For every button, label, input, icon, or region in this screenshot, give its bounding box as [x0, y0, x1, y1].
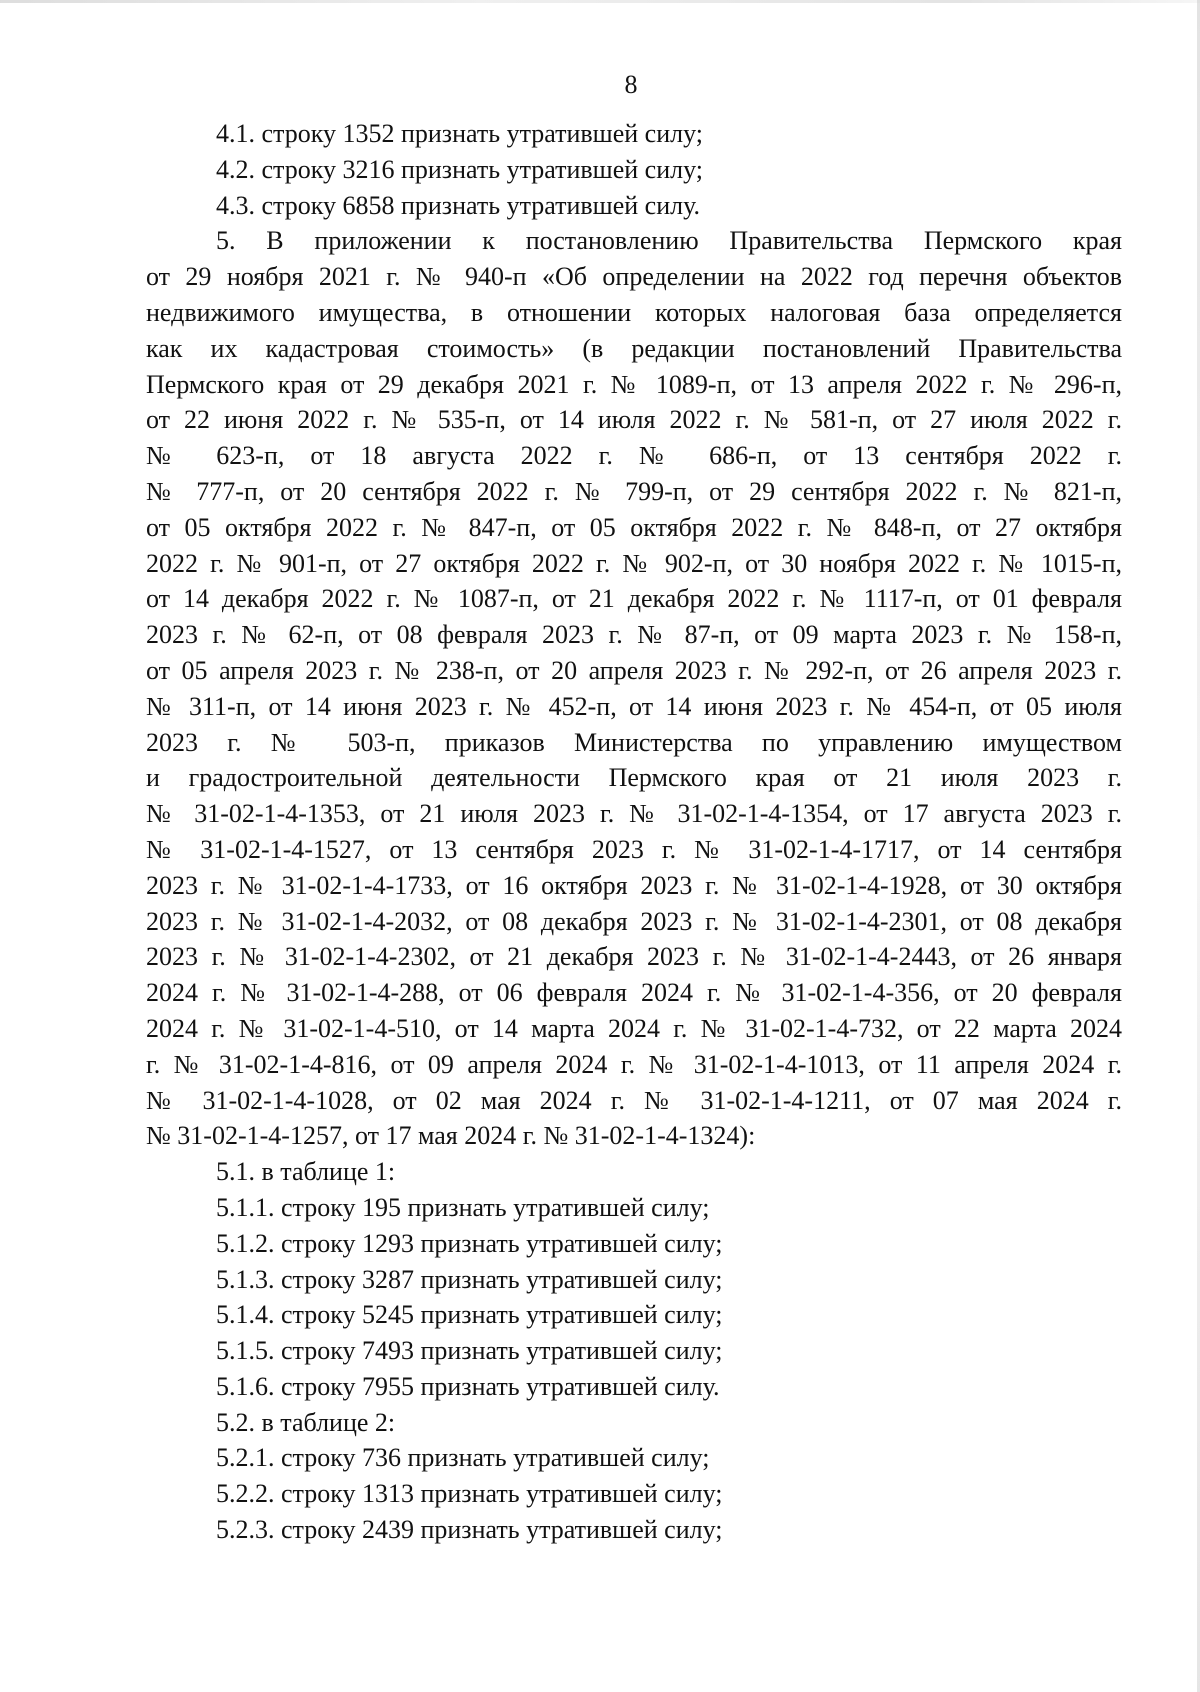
paragraph-line: № 311-п, от 14 июня 2023 г. № 452-п, от 14 июня 2023 г. № 454-п, от 05 июля [146, 691, 1122, 721]
paragraph-line: от 05 апреля 2023 г. № 238-п, от 20 апреля 2023 г. № 292-п, от 26 апреля 2023 г. [146, 655, 1122, 685]
paragraph-line: № 623-п, от 18 августа 2022 г. № 686-п, от 13 сентября 2022 г. [146, 441, 1122, 471]
paragraph-line: 2023 г. № 503-п, приказов Министерства по управлению имуществом [146, 727, 1122, 757]
list-item: 4.3. строку 6858 признать утратившей силу. [216, 190, 700, 220]
paragraph-line: от 14 декабря 2022 г. № 1087-п, от 21 декабря 2022 г. № 1117-п, от 01 февраля [146, 584, 1122, 614]
paragraph-line: Пермского края от 29 декабря 2021 г. № 1089-п, от 13 апреля 2022 г. № 296-п, [146, 369, 1122, 399]
list-item: 5.1.1. строку 195 признать утратившей силу; [216, 1192, 710, 1222]
list-item: 5.1.5. строку 7493 признать утратившей силу; [216, 1336, 723, 1366]
paragraph-line: № 31-02-1-4-1353, от 21 июля 2023 г. № 31-02-1-4-1354, от 17 августа 2023 г. [146, 799, 1122, 829]
scan-edge-top [0, 0, 1200, 3]
paragraph-line: от 29 ноября 2021 г. № 940-п «Об определении на 2022 год перечня объектов [146, 262, 1122, 292]
list-item: 5.1.4. строку 5245 признать утратившей силу; [216, 1300, 723, 1330]
list-item: 5.2. в таблице 2: [216, 1407, 396, 1437]
paragraph-line: № 777-п, от 20 сентября 2022 г. № 799-п, от 29 сентября 2022 г. № 821-п, [146, 476, 1122, 506]
paragraph-line: от 05 октября 2022 г. № 847-п, от 05 октября 2022 г. № 848-п, от 27 октября [146, 512, 1122, 542]
paragraph-line: недвижимого имущества, в отношении которых налоговая база определяется [146, 297, 1122, 327]
paragraph-line: 2023 г. № 31-02-1-4-1733, от 16 октября 2023 г. № 31-02-1-4-1928, от 30 октября [146, 870, 1122, 900]
page-number: 8 [624, 70, 638, 99]
paragraph-line: 2023 г. № 31-02-1-4-2032, от 08 декабря 2023 г. № 31-02-1-4-2301, от 08 декабря [146, 906, 1122, 936]
list-item: 4.2. строку 3216 признать утратившей силу; [216, 154, 703, 184]
list-item: 5.2.1. строку 736 признать утратившей силу; [216, 1443, 710, 1473]
paragraph-line: 2023 г. № 31-02-1-4-2302, от 21 декабря 2023 г. № 31-02-1-4-2443, от 26 января [146, 942, 1122, 972]
document-body [146, 116, 1122, 1548]
list-item: 5.1.2. строку 1293 признать утратившей силу; [216, 1228, 723, 1258]
paragraph-line: № 31-02-1-4-1257, от 17 мая 2024 г. № 31-02-1-4-1324): [146, 1121, 756, 1151]
paragraph-line: № 31-02-1-4-1028, от 02 мая 2024 г. № 31-02-1-4-1211, от 07 мая 2024 г. [146, 1085, 1122, 1115]
paragraph-line: от 22 июня 2022 г. № 535-п, от 14 июля 2022 г. № 581-п, от 27 июля 2022 г. [146, 405, 1122, 435]
paragraph-line: 2024 г. № 31-02-1-4-288, от 06 февраля 2024 г. № 31-02-1-4-356, от 20 февраля [146, 978, 1122, 1008]
list-item: 5.1. в таблице 1: [216, 1157, 396, 1187]
paragraph-line: как их кадастровая стоимость» (в редакции постановлений Правительства [146, 333, 1122, 363]
paragraph-line: 5. В приложении к постановлению Правительства Пермского края [216, 226, 1122, 256]
list-item: 5.2.2. строку 1313 признать утратившей силу; [216, 1479, 723, 1509]
paragraph-line: г. № 31-02-1-4-816, от 09 апреля 2024 г. № 31-02-1-4-1013, от 11 апреля 2024 г. [146, 1049, 1122, 1079]
paragraph-line: № 31-02-1-4-1527, от 13 сентября 2023 г. № 31-02-1-4-1717, от 14 сентября [146, 834, 1122, 864]
paragraph-line: и градостроительной деятельности Пермского края от 21 июля 2023 г. [146, 763, 1122, 793]
list-item: 5.1.6. строку 7955 признать утратившей силу. [216, 1371, 720, 1401]
list-item: 4.1. строку 1352 признать утратившей силу; [216, 119, 703, 148]
list-item: 5.2.3. строку 2439 признать утратившей силу; [216, 1515, 723, 1545]
paragraph-line: 2024 г. № 31-02-1-4-510, от 14 марта 2024 г. № 31-02-1-4-732, от 22 марта 2024 [146, 1013, 1122, 1043]
list-item: 5.1.3. строку 3287 признать утратившей силу; [216, 1264, 723, 1294]
paragraph-line: 2023 г. № 62-п, от 08 февраля 2023 г. № 87-п, от 09 марта 2023 г. № 158-п, [146, 620, 1122, 650]
paragraph-line: 2022 г. № 901-п, от 27 октября 2022 г. № 902-п, от 30 ноября 2022 г. № 1015-п, [146, 548, 1122, 578]
